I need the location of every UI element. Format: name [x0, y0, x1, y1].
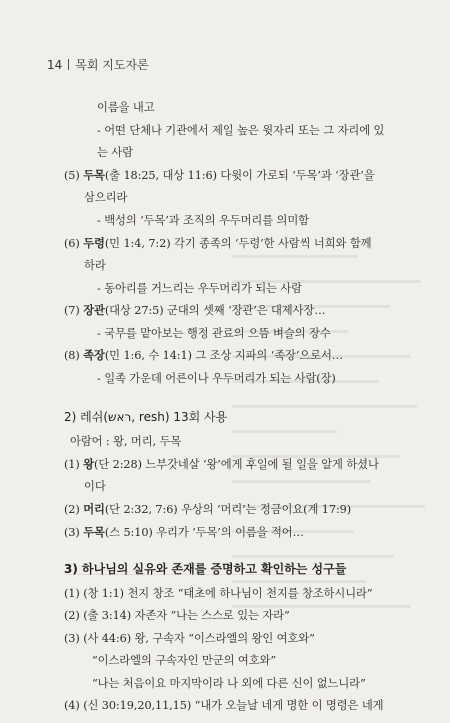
- list-item: (7) 장관(대상 27:5) 군대의 셋째 ‘장관’은 대제사장…: [64, 303, 326, 317]
- text-line: - 일족 가운데 어른이나 우두머리가 되는 사람(장): [97, 372, 336, 385]
- text-line: 하라: [84, 259, 106, 272]
- page-number: 14: [47, 58, 63, 72]
- term: 족장: [83, 348, 105, 362]
- text-line: - 국무를 맡아보는 행정 관료의 으뜸 벼슬의 장수: [97, 327, 331, 340]
- section-heading: 2) 레쉬(ראש, resh) 13회 사용: [64, 410, 228, 424]
- term: 두목: [83, 168, 105, 182]
- term: 장관: [83, 303, 105, 317]
- list-item: (8) 족장(민 1:6, 수 14:1) 그 조상 지파의 ‘족장’으로서…: [64, 348, 343, 362]
- text-line: (1) (창 1:1) 천지 창조 “태초에 하나님이 천지를 창조하시니라”: [64, 587, 373, 600]
- term: 왕: [83, 457, 95, 471]
- term: 두령: [83, 236, 105, 250]
- text-line: - 백성의 ‘두목’과 조직의 우두머리를 의미함: [97, 214, 309, 227]
- text-line: 삼으리라: [84, 191, 128, 204]
- term: 두목: [83, 525, 105, 539]
- list-item: (1) 왕(단 2:28) 느부갓네살 ‘왕’에게 후일에 될 일을 알게 하셨나: [64, 457, 379, 471]
- text-line: 는 사람: [97, 146, 133, 159]
- term: 머리: [83, 502, 105, 516]
- text-line: (2) (출 3:14) 자존자 “나는 스스로 있는 자라”: [64, 609, 290, 622]
- text-line: (4) (신 30:19,20,11,15) “내가 오늘날 네게 명한 이 명령은 네게: [64, 699, 384, 712]
- list-item: (2) 머리(단 2:32, 7:6) 우상의 ‘머리’는 정금이요(계 17:9): [64, 502, 352, 516]
- list-item: (5) 두목(출 18:25, 대상 11:6) 다윗이 가로되 ‘두목’과 ‘장관’을: [64, 168, 375, 182]
- text-line: “이스라엘의 구속자인 만군의 여호와”: [92, 654, 277, 667]
- text-line: “나는 처음이요 마지막이라 나 외에 다른 신이 없느니라”: [92, 677, 366, 690]
- text-line: - 동아리를 거느리는 우두머리가 되는 사람: [97, 282, 302, 295]
- book-title: 목회 지도자론: [75, 58, 149, 72]
- running-header: [47, 56, 149, 73]
- text-line: 이름을 내고: [97, 101, 155, 114]
- header-divider: [68, 59, 69, 70]
- text-line: 이다: [84, 480, 106, 493]
- section-heading: 3) 하나님의 실유와 존재를 증명하고 확인하는 성구들: [64, 562, 347, 576]
- text-line: 아람어 : 왕, 머리, 두목: [70, 435, 182, 448]
- text-line: (3) (사 44:6) 왕, 구속자 “이스라엘의 왕인 여호와”: [64, 632, 315, 645]
- list-item: (3) 두목(스 5:10) 우리가 ‘두목’의 이름을 적어…: [64, 525, 304, 539]
- list-item: (6) 두령(민 1:4, 7:2) 각기 종족의 ‘두령’한 사람씩 너희와 함께: [64, 236, 372, 250]
- text-line: - 어떤 단체나 기관에서 제일 높은 윗자리 또는 그 자리에 있: [97, 124, 385, 137]
